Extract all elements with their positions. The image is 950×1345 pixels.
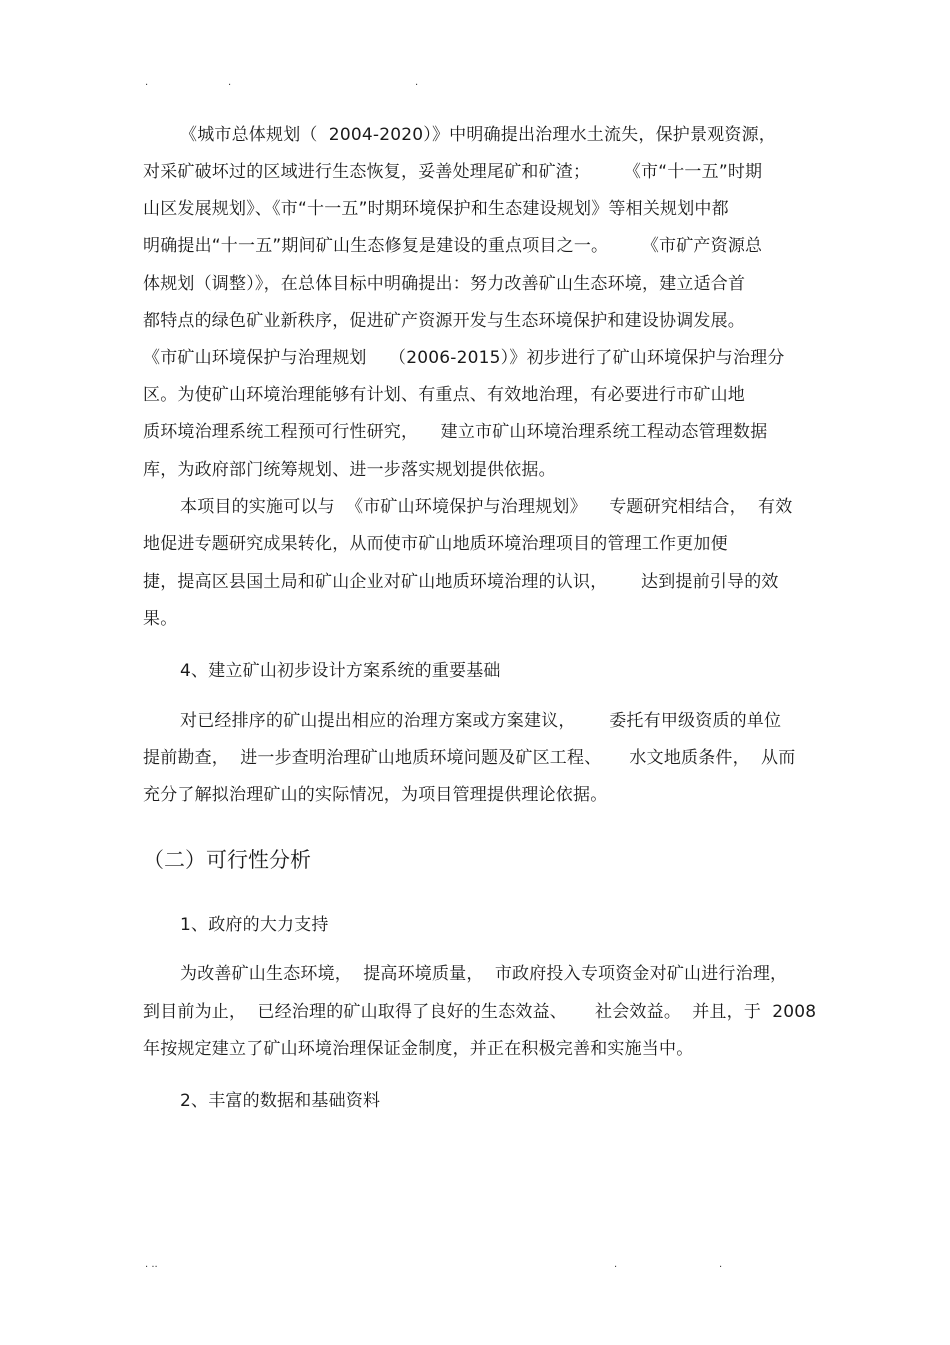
subsection-heading: 4、建立矿山初步设计方案系统的重要基础 <box>180 661 501 681</box>
paragraph-line: 为改善矿山生态环境， 提高环境质量， 市政府投入专项资金对矿山进行治理， <box>180 964 788 984</box>
paragraph-line: 到目前为止， 已经治理的矿山取得了良好的生态效益、 社会效益。 并且，于 2008 <box>143 1002 817 1022</box>
header-mark: . <box>145 77 149 88</box>
paragraph-line: 都特点的绿色矿业新秩序，促进矿产资源开发与生态环境保护和建设协调发展。 <box>143 311 745 331</box>
header-mark: . <box>415 77 419 88</box>
paragraph-line: 捷，提高区县国土局和矿山企业对矿山地质环境治理的认识， 达到提前引导的效 <box>143 572 779 592</box>
paragraph-line: 《市矿山环境保护与治理规划 （2006-2015）》初步进行了矿山环境保护与治理分 <box>143 348 785 368</box>
paragraph-line: 地促进专题研究成果转化，从而使市矿山地质环境治理项目的管理工作更加便 <box>143 534 728 554</box>
paragraph-line: 区。为使矿山环境治理能够有计划、有重点、有效地治理，有必要进行市矿山地 <box>143 385 745 405</box>
section-title: （二）可行性分析 <box>143 848 311 872</box>
footer-mark: . <box>719 1259 723 1270</box>
paragraph-line: 果。 <box>143 609 178 629</box>
paragraph-line: 明确提出“十一五”期间矿山生态修复是建设的重点项目之一。 《市矿产资源总 <box>143 236 763 256</box>
paragraph-line: 充分了解拟治理矿山的实际情况，为项目管理提供理论依据。 <box>143 785 608 805</box>
paragraph-line: 提前勘查， 进一步查明治理矿山地质环境问题及矿区工程、 水文地质条件， 从而 <box>143 748 796 768</box>
paragraph-line: 对已经排序的矿山提出相应的治理方案或方案建议， 委托有甲级资质的单位 <box>180 711 782 731</box>
subsection-heading: 2、丰富的数据和基础资料 <box>180 1091 381 1111</box>
subsection-heading: 1、政府的大力支持 <box>180 915 329 935</box>
paragraph-line: 年按规定建立了矿山环境治理保证金制度，并正在积极完善和实施当中。 <box>143 1039 694 1059</box>
paragraph-line: 体规划（调整）》，在总体目标中明确提出：努力改善矿山生态环境，建立适合首 <box>143 274 746 294</box>
paragraph-line: 对采矿破坏过的区域进行生态恢复，妥善处理尾矿和矿渣； 《市“十一五”时期 <box>143 162 763 182</box>
paragraph-line: 质环境治理系统工程预可行性研究， 建立市矿山环境治理系统工程动态管理数据 <box>143 422 768 442</box>
paragraph-line: 山区发展规划》、《市“十一五”时期环境保护和生态建设规划》等相关规划中都 <box>143 199 729 219</box>
footer-mark: . .. <box>145 1259 158 1270</box>
header-mark: . <box>228 77 232 88</box>
paragraph-line: 本项目的实施可以与 《市矿山环境保护与治理规划》 专题研究相结合， 有效 <box>180 497 793 517</box>
paragraph-line: 《城市总体规划（ 2004-2020）》中明确提出治理水土流失，保护景观资源， <box>180 125 776 145</box>
paragraph-line: 库，为政府部门统筹规划、进一步落实规划提供依据。 <box>143 460 556 480</box>
footer-mark: . <box>614 1259 618 1270</box>
